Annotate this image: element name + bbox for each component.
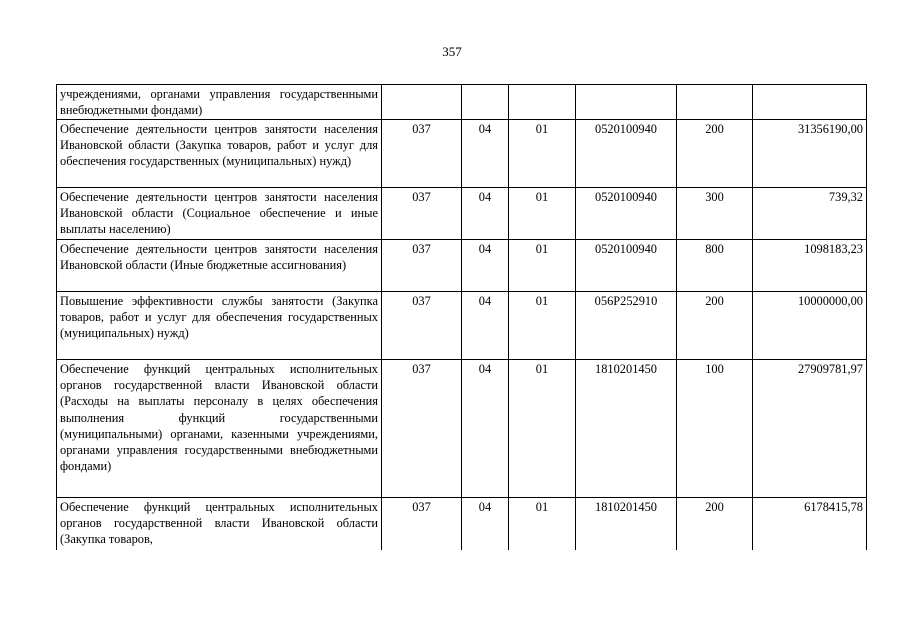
target-article-code: 0520100940 (576, 240, 677, 292)
expense-type-code: 800 (677, 240, 753, 292)
table-row (57, 360, 867, 498)
amount: 739,32 (753, 188, 867, 240)
target-article-code: 056P252910 (576, 292, 677, 360)
amount: 6178415,78 (753, 498, 867, 550)
amount: 1098183,23 (753, 240, 867, 292)
section-code: 04 (462, 188, 509, 240)
page-number: 357 (442, 44, 462, 59)
expense-type-code: 200 (677, 120, 753, 188)
table-row (57, 85, 867, 120)
target-article-code: 1810201450 (576, 360, 677, 498)
amount: 10000000,00 (753, 292, 867, 360)
expense-type-code: 200 (677, 292, 753, 360)
department-code: 037 (382, 240, 462, 292)
row-description: Обеспечение деятельности центров занятости населения Ивановской области (Социальное обеспечение и иные выплаты населению) (57, 188, 382, 240)
row-description: Обеспечение функций центральных исполнительных органов государственной власти Ивановской области (Закупка товаров, (57, 498, 382, 550)
department-code: 037 (382, 498, 462, 550)
section-code: 04 (462, 292, 509, 360)
amount: 31356190,00 (753, 120, 867, 188)
table-row (57, 498, 867, 550)
table-row (57, 292, 867, 360)
expense-type-code (677, 85, 753, 120)
section-code (462, 85, 509, 120)
row-description: учреждениями, органами управления государственными внебюджетными фондами) (57, 85, 382, 120)
row-description: Повышение эффективности службы занятости (Закупка товаров, работ и услуг для обеспечения государственных (муниципальных) нужд) (57, 292, 382, 360)
budget-table (56, 84, 867, 550)
subsection-code: 01 (509, 188, 576, 240)
expense-type-code: 200 (677, 498, 753, 550)
row-description: Обеспечение деятельности центров занятости населения Ивановской области (Закупка товаров, работ и услуг для обеспечения государственных (муниципальных) нужд) (57, 120, 382, 188)
department-code: 037 (382, 120, 462, 188)
amount: 27909781,97 (753, 360, 867, 498)
target-article-code: 0520100940 (576, 188, 677, 240)
section-code: 04 (462, 240, 509, 292)
target-article-code: 0520100940 (576, 120, 677, 188)
row-description: Обеспечение деятельности центров занятости населения Ивановской области (Иные бюджетные ассигнования) (57, 240, 382, 292)
subsection-code (509, 85, 576, 120)
subsection-code: 01 (509, 120, 576, 188)
subsection-code: 01 (509, 292, 576, 360)
department-code: 037 (382, 188, 462, 240)
target-article-code (576, 85, 677, 120)
department-code: 037 (382, 360, 462, 498)
section-code: 04 (462, 360, 509, 498)
amount (753, 85, 867, 120)
subsection-code: 01 (509, 360, 576, 498)
table-row (57, 120, 867, 188)
table-row (57, 188, 867, 240)
table-row (57, 240, 867, 292)
subsection-code: 01 (509, 240, 576, 292)
section-code: 04 (462, 120, 509, 188)
department-code: 037 (382, 292, 462, 360)
expense-type-code: 100 (677, 360, 753, 498)
subsection-code: 01 (509, 498, 576, 550)
department-code (382, 85, 462, 120)
expense-type-code: 300 (677, 188, 753, 240)
section-code: 04 (462, 498, 509, 550)
target-article-code: 1810201450 (576, 498, 677, 550)
row-description: Обеспечение функций центральных исполнительных органов государственной власти Ивановской области (Расходы на выплаты персоналу в целях обеспечения выполнения функций государственными (муниципальными) органами, казенными учреждениями, органами управления государственными внебюджетными фондами) (57, 360, 382, 498)
